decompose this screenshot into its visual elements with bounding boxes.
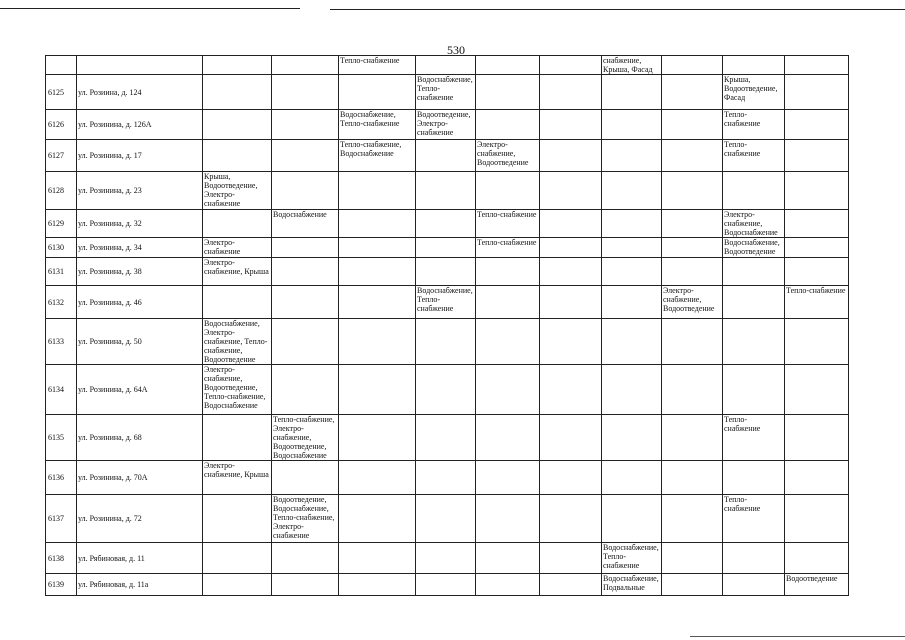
work-type-cell: [662, 365, 723, 415]
work-type-cell: Водоснабжение, Тепло-снабжение: [339, 110, 416, 140]
work-type-cell: [476, 461, 540, 495]
work-type-cell: [602, 110, 662, 140]
work-type-cell: [785, 140, 849, 172]
work-type-cell: [416, 574, 476, 596]
work-type-cell: [203, 574, 272, 596]
work-type-cell: Крыша, Водоотведение, Фасад: [723, 75, 785, 110]
work-type-cell: Крыша, Водоотведение, Электро-снабжение: [203, 172, 272, 210]
work-type-cell: Тепло-снабжение: [723, 140, 785, 172]
table-row: [46, 461, 849, 495]
work-type-cell: [416, 495, 476, 543]
work-type-cell: [785, 495, 849, 543]
work-type-cell: Тепло-снабжение: [723, 110, 785, 140]
work-type-cell: [602, 258, 662, 286]
work-type-cell: [416, 238, 476, 258]
work-type-cell: [723, 461, 785, 495]
work-type-cell: [416, 461, 476, 495]
work-type-cell: [540, 238, 602, 258]
work-type-cell: [339, 319, 416, 365]
row-number: 6131: [46, 258, 77, 286]
work-type-cell: [662, 172, 723, 210]
table-row: [46, 258, 849, 286]
table-row: [46, 574, 849, 596]
address-cell: ул. Розинина, д. 72: [77, 495, 203, 543]
work-type-cell: [476, 574, 540, 596]
work-type-cell: Электро-снабжение, Водоотведение: [476, 140, 540, 172]
work-type-cell: [272, 543, 339, 574]
register-table: [45, 55, 849, 596]
work-type-cell: [416, 543, 476, 574]
work-type-cell: [476, 365, 540, 415]
work-type-cell: [662, 75, 723, 110]
work-type-cell: [476, 286, 540, 319]
address-cell: ул. Розинина, д. 50: [77, 319, 203, 365]
work-type-cell: [416, 140, 476, 172]
work-type-cell: [203, 543, 272, 574]
work-type-cell: [602, 172, 662, 210]
row-number: 6125: [46, 75, 77, 110]
work-type-cell: Тепло-снабжение: [723, 495, 785, 543]
work-type-cell: [339, 172, 416, 210]
row-number: 6127: [46, 140, 77, 172]
address-cell: ул. Розинина, д. 46: [77, 286, 203, 319]
work-type-cell: [602, 415, 662, 461]
work-type-cell: Водоснабжение, Электро-снабжение, Тепло-снабжение, Водоотведение: [203, 319, 272, 365]
work-type-cell: [540, 75, 602, 110]
page-number: 530: [447, 43, 465, 57]
work-type-cell: Электро-снабжение, Крыша: [203, 258, 272, 286]
row-number: 6128: [46, 172, 77, 210]
work-type-cell: [476, 543, 540, 574]
work-type-cell: Водоснабжение, Тепло-снабжение: [416, 75, 476, 110]
work-type-cell: [602, 286, 662, 319]
work-type-cell: [540, 286, 602, 319]
row-number: 6135: [46, 415, 77, 461]
table-cell: [540, 56, 602, 75]
work-type-cell: Водоснабжение: [272, 210, 339, 238]
work-type-cell: Водоснабжение, Водоотведение: [723, 238, 785, 258]
address-cell: ул. Розинина, д. 68: [77, 415, 203, 461]
work-type-cell: [203, 75, 272, 110]
work-type-cell: Электро-снабжение, Водоснабжение: [723, 210, 785, 238]
work-type-cell: [540, 415, 602, 461]
work-type-cell: [203, 415, 272, 461]
table-cell: [723, 56, 785, 75]
work-type-cell: [662, 319, 723, 365]
work-type-cell: [203, 140, 272, 172]
table-cell: [46, 56, 77, 75]
row-number: 6132: [46, 286, 77, 319]
work-type-cell: [272, 365, 339, 415]
work-type-cell: [476, 75, 540, 110]
work-type-cell: [339, 495, 416, 543]
work-type-cell: [723, 319, 785, 365]
work-type-cell: [540, 574, 602, 596]
work-type-cell: Тепло-снабжение: [723, 415, 785, 461]
work-type-cell: [602, 319, 662, 365]
top-scan-line: [0, 8, 300, 9]
work-type-cell: Тепло-снабжение: [785, 286, 849, 319]
table-row: [46, 75, 849, 110]
table-cell: [476, 56, 540, 75]
table-row: [46, 140, 849, 172]
address-cell: ул. Розинина, д. 34: [77, 238, 203, 258]
row-number: 6139: [46, 574, 77, 596]
work-type-cell: [476, 172, 540, 210]
table-row-continuation: [46, 56, 849, 75]
table-row: [46, 238, 849, 258]
work-type-cell: [339, 365, 416, 415]
row-number: 6134: [46, 365, 77, 415]
work-type-cell: [416, 365, 476, 415]
address-cell: ул. Розинина, д. 32: [77, 210, 203, 238]
work-type-cell: [540, 365, 602, 415]
work-type-cell: [723, 543, 785, 574]
work-type-cell: [272, 75, 339, 110]
work-type-cell: [602, 75, 662, 110]
work-type-cell: [476, 319, 540, 365]
work-type-cell: [203, 110, 272, 140]
work-type-cell: [476, 110, 540, 140]
work-type-cell: [540, 110, 602, 140]
work-type-cell: Водоотведение, Электро-снабжение: [416, 110, 476, 140]
work-type-cell: [662, 238, 723, 258]
work-type-cell: [272, 172, 339, 210]
work-type-cell: [339, 75, 416, 110]
work-type-cell: [339, 574, 416, 596]
address-cell: ул. Розинина, д. 126А: [77, 110, 203, 140]
work-type-cell: [272, 461, 339, 495]
work-type-cell: [723, 258, 785, 286]
table-cell: [662, 56, 723, 75]
work-type-cell: [476, 258, 540, 286]
work-type-cell: [540, 543, 602, 574]
work-type-cell: [723, 365, 785, 415]
work-type-cell: [662, 543, 723, 574]
table-row: [46, 210, 849, 238]
work-type-cell: [785, 461, 849, 495]
work-type-cell: [416, 258, 476, 286]
work-type-cell: [272, 286, 339, 319]
work-type-cell: [339, 258, 416, 286]
table-cell: [77, 56, 203, 75]
work-type-cell: [662, 210, 723, 238]
work-type-cell: [785, 258, 849, 286]
work-type-cell: [540, 140, 602, 172]
work-type-cell: [339, 286, 416, 319]
work-type-cell: [272, 110, 339, 140]
work-type-cell: Электро-снабжение: [203, 238, 272, 258]
table-body: [46, 56, 849, 596]
work-type-cell: [602, 495, 662, 543]
row-number: 6126: [46, 110, 77, 140]
work-type-cell: [785, 210, 849, 238]
work-type-cell: [785, 319, 849, 365]
work-type-cell: [203, 286, 272, 319]
work-type-cell: [662, 110, 723, 140]
work-type-cell: [723, 172, 785, 210]
work-type-cell: Тепло-снабжение, Водоснабжение: [339, 140, 416, 172]
work-type-cell: [416, 210, 476, 238]
work-type-cell: [662, 495, 723, 543]
table-row: [46, 319, 849, 365]
work-type-cell: [540, 210, 602, 238]
work-type-cell: [723, 286, 785, 319]
work-type-cell: Тепло-снабжение, Электро-снабжение, Водоотведение, Водоснабжение: [272, 415, 339, 461]
table-row: [46, 286, 849, 319]
work-type-cell: [339, 415, 416, 461]
work-type-cell: Водоотведение, Водоснабжение, Тепло-снабжение, Электро-снабжение: [272, 495, 339, 543]
work-type-cell: [785, 172, 849, 210]
table-cell: [272, 56, 339, 75]
row-number: 6130: [46, 238, 77, 258]
work-type-cell: [602, 238, 662, 258]
work-type-cell: [339, 461, 416, 495]
table-cell: [785, 56, 849, 75]
work-type-cell: [272, 258, 339, 286]
work-type-cell: [416, 172, 476, 210]
work-type-cell: Тепло-снабжение: [476, 238, 540, 258]
work-type-cell: [203, 495, 272, 543]
work-type-cell: [723, 574, 785, 596]
table-row: [46, 543, 849, 574]
work-type-cell: Электро-снабжение, Водоотведение, Тепло-снабжение, Водоснабжение: [203, 365, 272, 415]
work-type-cell: [785, 238, 849, 258]
work-type-cell: [785, 543, 849, 574]
work-type-cell: [339, 210, 416, 238]
address-cell: ул. Розинина, д. 70А: [77, 461, 203, 495]
work-type-cell: [272, 140, 339, 172]
work-type-cell: [785, 75, 849, 110]
top-scan-line: [330, 9, 905, 10]
row-number: 6133: [46, 319, 77, 365]
work-type-cell: [602, 365, 662, 415]
address-cell: ул. Розинина, д. 17: [77, 140, 203, 172]
work-type-cell: [416, 415, 476, 461]
work-type-cell: [540, 461, 602, 495]
bottom-scan-line: [690, 636, 905, 637]
work-type-cell: [476, 415, 540, 461]
work-type-cell: [662, 461, 723, 495]
work-type-cell: [602, 461, 662, 495]
work-type-cell: [540, 172, 602, 210]
work-type-cell: Электро-снабжение, Водоотведение: [662, 286, 723, 319]
work-type-cell: [602, 210, 662, 238]
address-cell: ул. Розинина, д. 23: [77, 172, 203, 210]
work-type-cell: [272, 238, 339, 258]
address-cell: ул. Рябиновая, д. 11а: [77, 574, 203, 596]
table-row: [46, 495, 849, 543]
work-type-cell: Водоснабжение, Тепло-снабжение: [602, 543, 662, 574]
work-type-cell: [540, 258, 602, 286]
table-cell: [416, 56, 476, 75]
work-type-cell: [203, 210, 272, 238]
table-cell: снабжение, Крыша, Фасад: [602, 56, 662, 75]
work-type-cell: [785, 110, 849, 140]
table-row: [46, 415, 849, 461]
work-type-cell: [272, 319, 339, 365]
work-type-cell: [339, 238, 416, 258]
address-cell: ул. Розинина, д. 38: [77, 258, 203, 286]
work-type-cell: [662, 258, 723, 286]
work-type-cell: [476, 495, 540, 543]
work-type-cell: [785, 365, 849, 415]
table-row: [46, 365, 849, 415]
work-type-cell: [662, 415, 723, 461]
row-number: 6129: [46, 210, 77, 238]
work-type-cell: [339, 543, 416, 574]
work-type-cell: [785, 415, 849, 461]
work-type-cell: [272, 574, 339, 596]
table-row: [46, 172, 849, 210]
work-type-cell: [602, 140, 662, 172]
work-type-cell: Водоотведение: [785, 574, 849, 596]
address-cell: ул. Розинина, д. 64А: [77, 365, 203, 415]
table-cell: [203, 56, 272, 75]
work-type-cell: Водоснабжение, Подвальные: [602, 574, 662, 596]
work-type-cell: Электро-снабжение, Крыша: [203, 461, 272, 495]
address-cell: ул. Розиина, д. 124: [77, 75, 203, 110]
work-type-cell: Водоснабжение, Тепло-снабжение: [416, 286, 476, 319]
table-row: [46, 110, 849, 140]
table-cell: Тепло-снабжение: [339, 56, 416, 75]
row-number: 6136: [46, 461, 77, 495]
address-cell: ул. Рябиновая, д. 11: [77, 543, 203, 574]
work-type-cell: Тепло-снабжение: [476, 210, 540, 238]
work-type-cell: [540, 319, 602, 365]
work-type-cell: [662, 140, 723, 172]
work-type-cell: [416, 319, 476, 365]
row-number: 6138: [46, 543, 77, 574]
work-type-cell: [662, 574, 723, 596]
work-type-cell: [540, 495, 602, 543]
row-number: 6137: [46, 495, 77, 543]
